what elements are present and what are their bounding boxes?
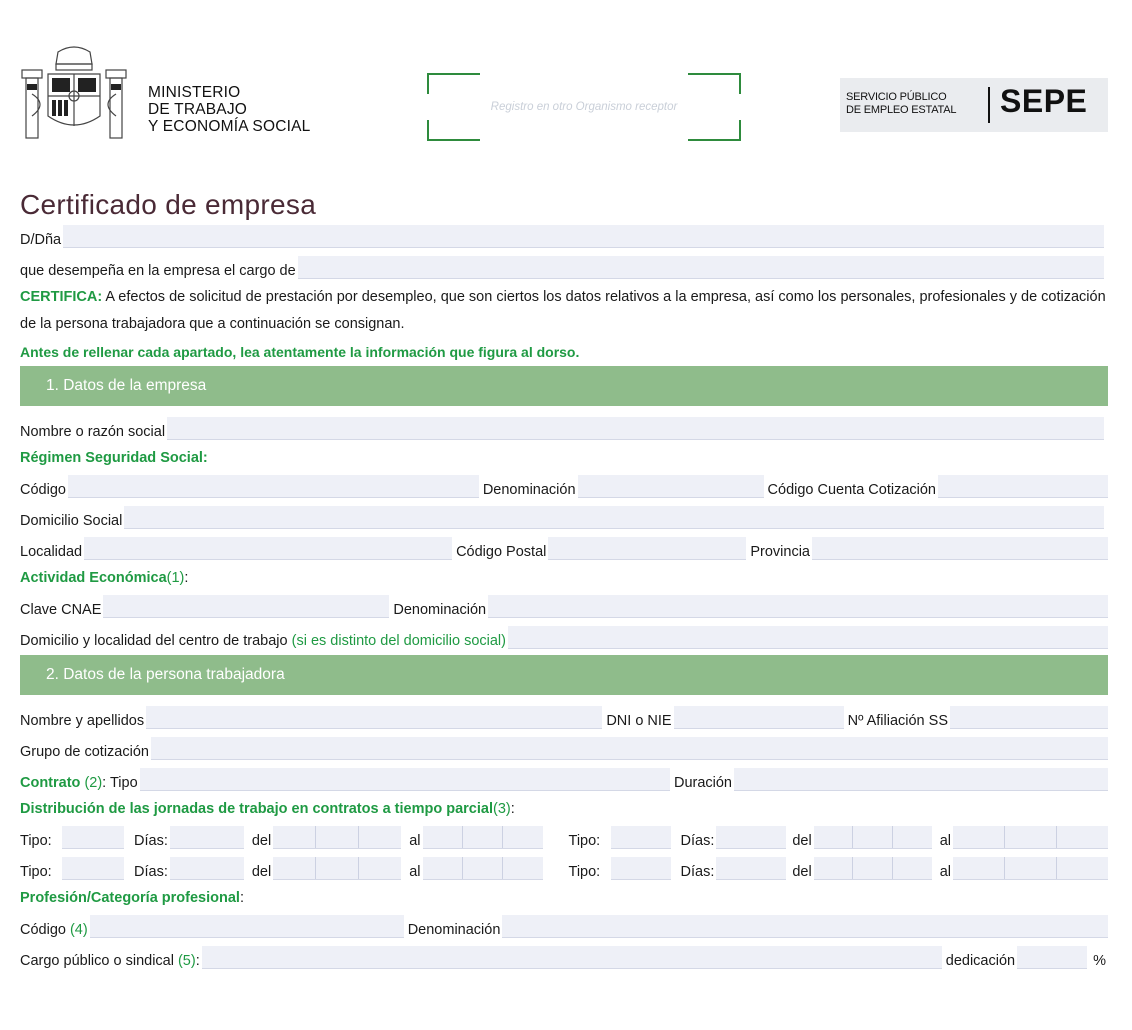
cargo-publico-colon: : xyxy=(195,953,200,969)
denominacion-label: Denominación xyxy=(482,482,576,498)
domicilio-input[interactable] xyxy=(124,506,1104,529)
dna-row xyxy=(20,222,1108,248)
actividad-colon: : xyxy=(184,570,189,586)
actividad-note: (1) xyxy=(166,570,185,586)
jornada-al-label-2: al xyxy=(939,833,951,849)
grupo-input[interactable] xyxy=(151,737,1108,760)
warning-text: Antes de rellenar cada apartado, lea atentamente la información que figura al dorso. xyxy=(20,344,580,360)
nombre-trabajador-label: Nombre y apellidos xyxy=(20,713,145,729)
distribucion-heading xyxy=(20,796,1108,822)
contrato-row xyxy=(20,765,1108,791)
distribucion-note: (3) xyxy=(492,801,511,817)
section-2-header: 2. Datos de la persona trabajadora xyxy=(20,655,1108,695)
cargo-publico-text: Cargo público o sindical xyxy=(20,953,174,969)
cargo-publico-note: (5) xyxy=(173,953,196,969)
jornada-tipo-label-4: Tipo: xyxy=(568,864,601,880)
regimen-row xyxy=(20,472,1108,498)
jornada-tipo-input[interactable] xyxy=(62,826,124,849)
profesion-row xyxy=(20,912,1108,938)
domicilio-label: Domicilio Social xyxy=(20,513,123,529)
distribucion-colon: : xyxy=(510,801,515,817)
actividad-heading xyxy=(20,565,1108,591)
nombre-empresa-row xyxy=(20,414,1108,440)
nombre-empresa-input[interactable] xyxy=(167,417,1104,440)
sepe-subtitle xyxy=(846,91,956,117)
jornada-tipo-label-2: Tipo: xyxy=(568,833,601,849)
contrato-label: Contrato xyxy=(20,775,81,791)
dni-input[interactable] xyxy=(674,706,844,729)
jornada-dias-label-3: Días: xyxy=(134,864,168,880)
grupo-row xyxy=(20,734,1108,760)
dni-label: DNI o NIE xyxy=(606,713,672,729)
contrato-label-group xyxy=(20,775,140,791)
profesion-codigo-note: (4) xyxy=(65,922,88,938)
regimen-heading: Régimen Seguridad Social: xyxy=(20,450,208,466)
dna-input[interactable] xyxy=(63,225,1104,248)
contrato-note: (2) xyxy=(80,775,103,791)
cargo-label: que desempeña en la empresa el cargo de xyxy=(20,263,296,279)
afiliacion-input[interactable] xyxy=(950,706,1108,729)
cargo-row xyxy=(20,253,1108,279)
cp-input[interactable] xyxy=(548,537,746,560)
certifica-text: A efectos de solicitud de prestación por desempleo, que son ciertos los datos relativos a la empresa, así como los personales, profesionales y de cotización de la persona trabajadora que a continuación se consignan. xyxy=(20,289,1106,332)
sepe-logo xyxy=(840,78,1108,132)
cargo-input[interactable] xyxy=(298,256,1104,279)
jornada-al-date-2[interactable] xyxy=(953,826,1108,849)
nombre-empresa-label: Nombre o razón social xyxy=(20,424,166,440)
jornada-tipo-input-3[interactable] xyxy=(62,857,124,880)
dna-label: D/Dña xyxy=(20,232,62,248)
registry-placeholder: Registro en otro Organismo receptor xyxy=(490,101,678,113)
centro-label-text: Domicilio y localidad del centro de trabajo xyxy=(20,633,288,649)
jornada-dias-input-2[interactable] xyxy=(716,826,786,849)
cnae-label: Clave CNAE xyxy=(20,602,102,618)
trabajador-row xyxy=(20,703,1108,729)
dedicacion-label: dedicación xyxy=(945,953,1016,969)
denominacion-input[interactable] xyxy=(578,475,764,498)
jornada-dias-label-4: Días: xyxy=(680,864,715,880)
provincia-input[interactable] xyxy=(812,537,1108,560)
codigo-label: Código xyxy=(20,482,66,498)
jornada-tipo-input-4[interactable] xyxy=(611,857,671,880)
cp-label: Código Postal xyxy=(456,544,547,560)
domicilio-row xyxy=(20,503,1108,529)
jornada-dias-input-4[interactable] xyxy=(716,857,786,880)
ccc-input[interactable] xyxy=(938,475,1108,498)
codigo-input[interactable] xyxy=(68,475,479,498)
profesion-codigo-text: Código xyxy=(20,922,66,938)
jornada-al-date[interactable] xyxy=(423,826,543,849)
centro-row xyxy=(20,623,1108,649)
ministry-line-2: DE TRABAJO xyxy=(148,101,248,118)
ministry-line-3: Y ECONOMÍA SOCIAL xyxy=(148,118,311,135)
provincia-label: Provincia xyxy=(750,544,810,560)
denominacion-actividad-label: Denominación xyxy=(393,602,487,618)
profesion-codigo-input[interactable] xyxy=(90,915,404,938)
ministry-name xyxy=(148,84,310,135)
sepe-subtitle-line-1: SERVICIO PÚBLICO xyxy=(846,91,947,103)
localidad-row xyxy=(20,534,1108,560)
jornada-al-date-4[interactable] xyxy=(953,857,1108,880)
sepe-wordmark: SEPE xyxy=(1000,83,1088,119)
certifica-paragraph xyxy=(20,284,1108,338)
jornada-del-date-4[interactable] xyxy=(814,857,932,880)
jornada-al-label-4: al xyxy=(939,864,951,880)
jornada-tipo-input-2[interactable] xyxy=(611,826,671,849)
ccc-label: Código Cuenta Cotización xyxy=(767,482,936,498)
jornada-al-label-3: al xyxy=(409,864,421,880)
profesion-denominacion-label: Denominación xyxy=(407,922,501,938)
denominacion-actividad-input[interactable] xyxy=(488,595,1108,618)
jornada-del-label: del xyxy=(251,833,272,849)
section-1-header: 1. Datos de la empresa xyxy=(20,366,1108,406)
ministry-line-1: MINISTERIO xyxy=(148,84,241,101)
distribucion-label: Distribución de las jornadas de trabajo en contratos a tiempo parcial xyxy=(20,801,493,817)
jornada-del-label-4: del xyxy=(792,864,812,880)
duracion-input[interactable] xyxy=(734,768,1108,791)
certifica-label: CERTIFICA: xyxy=(20,289,103,305)
sepe-divider xyxy=(988,87,990,123)
duracion-label: Duración xyxy=(673,775,732,791)
jornada-tipo-label: Tipo: xyxy=(20,833,52,849)
page-header xyxy=(0,0,1132,170)
percent-sign: % xyxy=(1093,953,1106,969)
jornada-del-label-3: del xyxy=(251,864,272,880)
tipo-contrato-input[interactable] xyxy=(140,768,670,791)
cnae-input[interactable] xyxy=(103,595,389,618)
jornada-dias-input-3[interactable] xyxy=(170,857,244,880)
jornada-row-1 xyxy=(20,823,1108,849)
actividad-label: Actividad Económica xyxy=(20,570,167,586)
profesion-colon: : xyxy=(239,890,244,906)
jornada-al-date-3[interactable] xyxy=(423,857,543,880)
coat-of-arms-logo xyxy=(18,44,130,154)
profesion-label: Profesión/Categoría profesional xyxy=(20,890,240,906)
centro-note: (si es distinto del domicilio social) xyxy=(287,633,506,649)
profesion-codigo-label xyxy=(20,922,90,938)
tipo-label: : Tipo xyxy=(102,775,138,791)
jornada-del-date-3[interactable] xyxy=(273,857,401,880)
centro-label xyxy=(20,633,508,649)
jornada-dias-label-2: Días: xyxy=(680,833,715,849)
jornada-tipo-label-3: Tipo: xyxy=(20,864,52,880)
jornada-dias-input[interactable] xyxy=(170,826,244,849)
nombre-trabajador-input[interactable] xyxy=(146,706,602,729)
jornada-row-2 xyxy=(20,854,1108,880)
localidad-label: Localidad xyxy=(20,544,83,560)
sepe-subtitle-line-2: DE EMPLEO ESTATAL xyxy=(846,104,957,116)
profesion-denominacion-input[interactable] xyxy=(502,915,1108,938)
profesion-heading xyxy=(20,885,1108,911)
jornada-del-date-2[interactable] xyxy=(814,826,932,849)
cargo-publico-label xyxy=(20,953,202,969)
afiliacion-label: Nº Afiliación SS xyxy=(847,713,948,729)
cnae-row xyxy=(20,592,1108,618)
jornada-del-date[interactable] xyxy=(273,826,401,849)
jornada-del-label-2: del xyxy=(792,833,812,849)
page-title: Certificado de empresa xyxy=(20,188,317,220)
localidad-input[interactable] xyxy=(84,537,452,560)
cargo-publico-row xyxy=(20,943,1108,969)
jornada-al-label: al xyxy=(409,833,421,849)
certificate-form xyxy=(20,222,1108,974)
cargo-publico-input[interactable] xyxy=(202,946,942,969)
centro-input[interactable] xyxy=(508,626,1108,649)
dedicacion-input[interactable] xyxy=(1017,946,1087,969)
jornada-dias-label: Días: xyxy=(134,833,168,849)
grupo-label: Grupo de cotización xyxy=(20,744,149,760)
